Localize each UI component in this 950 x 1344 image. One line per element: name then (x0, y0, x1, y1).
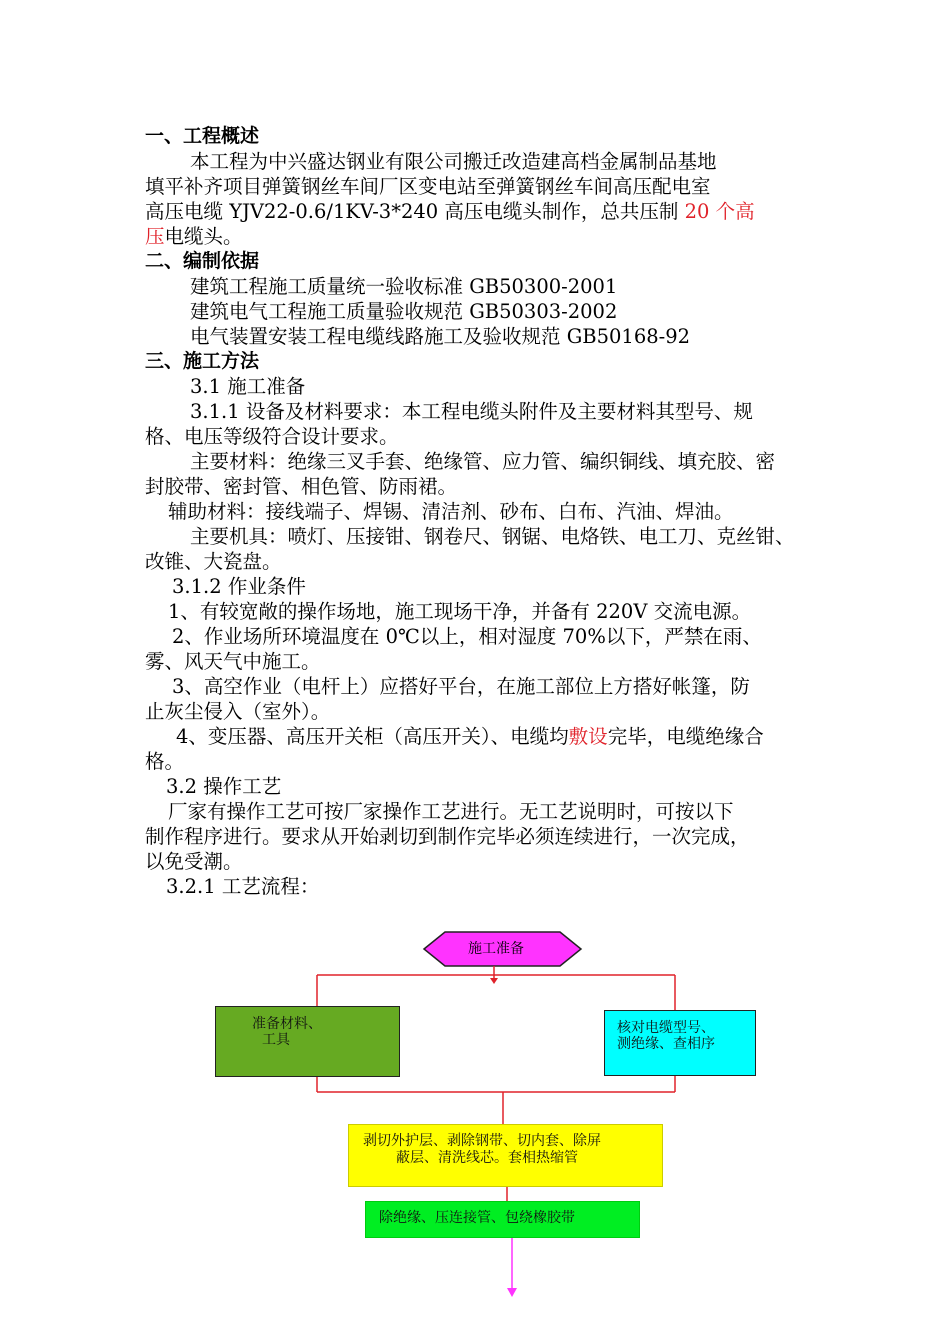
materials-req-line-2: 格、电压等级符合设计要求。 (145, 425, 399, 448)
prepare-materials-line-2: 工具 (262, 1032, 290, 1048)
strip-cable-box (348, 1124, 663, 1187)
connector-green-arrow (507, 1288, 517, 1297)
tools-line-1: 主要机具：喷灯、压接钳、钢卷尺、钢锯、电烙铁、电工刀、克丝钳、 (190, 525, 795, 548)
basis-standard-1: 建筑工程施工质量统一验收标准 GB50300-2001 (190, 275, 618, 298)
prepare-materials-line-1: 准备材料、 (252, 1016, 322, 1032)
condition-2-line-2: 雾、风天气中施工。 (145, 650, 321, 673)
condition-4-highlight: 敷设 (568, 725, 608, 748)
condition-2-line-1: 2、作业场所环境温度在 0℃以上，相对湿度 70%以下，严禁在雨、 (172, 625, 762, 648)
check-cable-line-1: 核对电缆型号、 (617, 1020, 715, 1036)
check-cable-line-2: 测绝缘、查相序 (617, 1036, 715, 1052)
subsection-3-1-2: 3.1.2 作业条件 (172, 575, 306, 598)
subsection-3-2-1: 3.2.1 工艺流程： (166, 875, 320, 898)
strip-cable-line-2: 蔽层、清洗线芯。套相热缩管 (396, 1150, 578, 1166)
subsection-3-1: 3.1 施工准备 (190, 375, 306, 398)
section-1-heading: 一、工程概述 (145, 125, 260, 147)
overview-line-3-text: 高压电缆 YJV22-0.6/1KV-3*240 高压电缆头制作，总共压制 (145, 200, 685, 223)
overview-line-2: 填平补齐项目弹簧钢丝车间厂区变电站至弹簧钢丝车间高压配电室 (145, 175, 711, 198)
basis-standard-2: 建筑电气工程施工质量验收规范 GB50303-2002 (190, 300, 618, 323)
materials-req-line-1: 3.1.1 设备及材料要求：本工程电缆头附件及主要材料其型号、规 (190, 400, 753, 423)
overview-line-1: 本工程为中兴盛达钢业有限公司搬迁改造建高档金属制品基地 (190, 150, 717, 173)
main-materials-line-1: 主要材料：绝缘三叉手套、绝缘管、应力管、编织铜线、填充胶、密 (190, 450, 776, 473)
condition-4-line-2: 格。 (145, 750, 185, 773)
condition-4-text-b: 完毕，电缆绝缘合 (607, 725, 764, 748)
aux-materials-line: 辅助材料：接线端子、焊锡、清洁剂、砂布、白布、汽油、焊油。 (168, 500, 734, 523)
process-desc-line-2: 制作程序进行。要求从开始剥切到制作完毕必须连续进行，一次完成， (145, 825, 750, 848)
strip-cable-line-1: 剥切外护层、剥除钢带、切内套、除屏 (363, 1133, 601, 1149)
tools-line-2: 改锥、大瓷盘。 (145, 550, 282, 573)
subsection-3-2: 3.2 操作工艺 (166, 775, 282, 798)
overview-count-highlight-cont: 压 (145, 225, 165, 248)
start-label: 施工准备 (468, 941, 524, 957)
prepare-materials-box (215, 1006, 400, 1077)
main-materials-line-2: 封胶带、密封管、相色管、防雨裙。 (145, 475, 458, 498)
overview-count-highlight: 20 个高 (684, 200, 755, 223)
basis-standard-3: 电气装置安装工程电缆线路施工及验收规范 GB50168-92 (190, 325, 691, 348)
insulation-box (365, 1201, 640, 1238)
check-cable-box (604, 1010, 756, 1076)
connector-start-arrow (490, 978, 498, 984)
condition-3-line-2: 止灰尘侵入（室外）。 (145, 700, 331, 723)
condition-1: 1、有较宽敞的操作场地，施工现场干净，并备有 220V 交流电源。 (168, 600, 752, 623)
overview-line-4-text: 电缆头。 (164, 225, 243, 248)
process-desc-line-3: 以免受潮。 (145, 850, 243, 873)
condition-3-line-1: 3、高空作业（电杆上）应搭好平台，在施工部位上方搭好帐篷，防 (172, 675, 750, 698)
insulation-label: 除绝缘、压连接管、包绕橡胶带 (379, 1210, 575, 1226)
process-desc-line-1: 厂家有操作工艺可按厂家操作工艺进行。无工艺说明时，可按以下 (168, 800, 734, 823)
section-2-heading: 二、编制依据 (145, 250, 260, 272)
condition-4-text-a: 4、变压器、高压开关柜（高压开关）、电缆均 (176, 725, 569, 748)
section-3-heading: 三、施工方法 (145, 350, 260, 372)
